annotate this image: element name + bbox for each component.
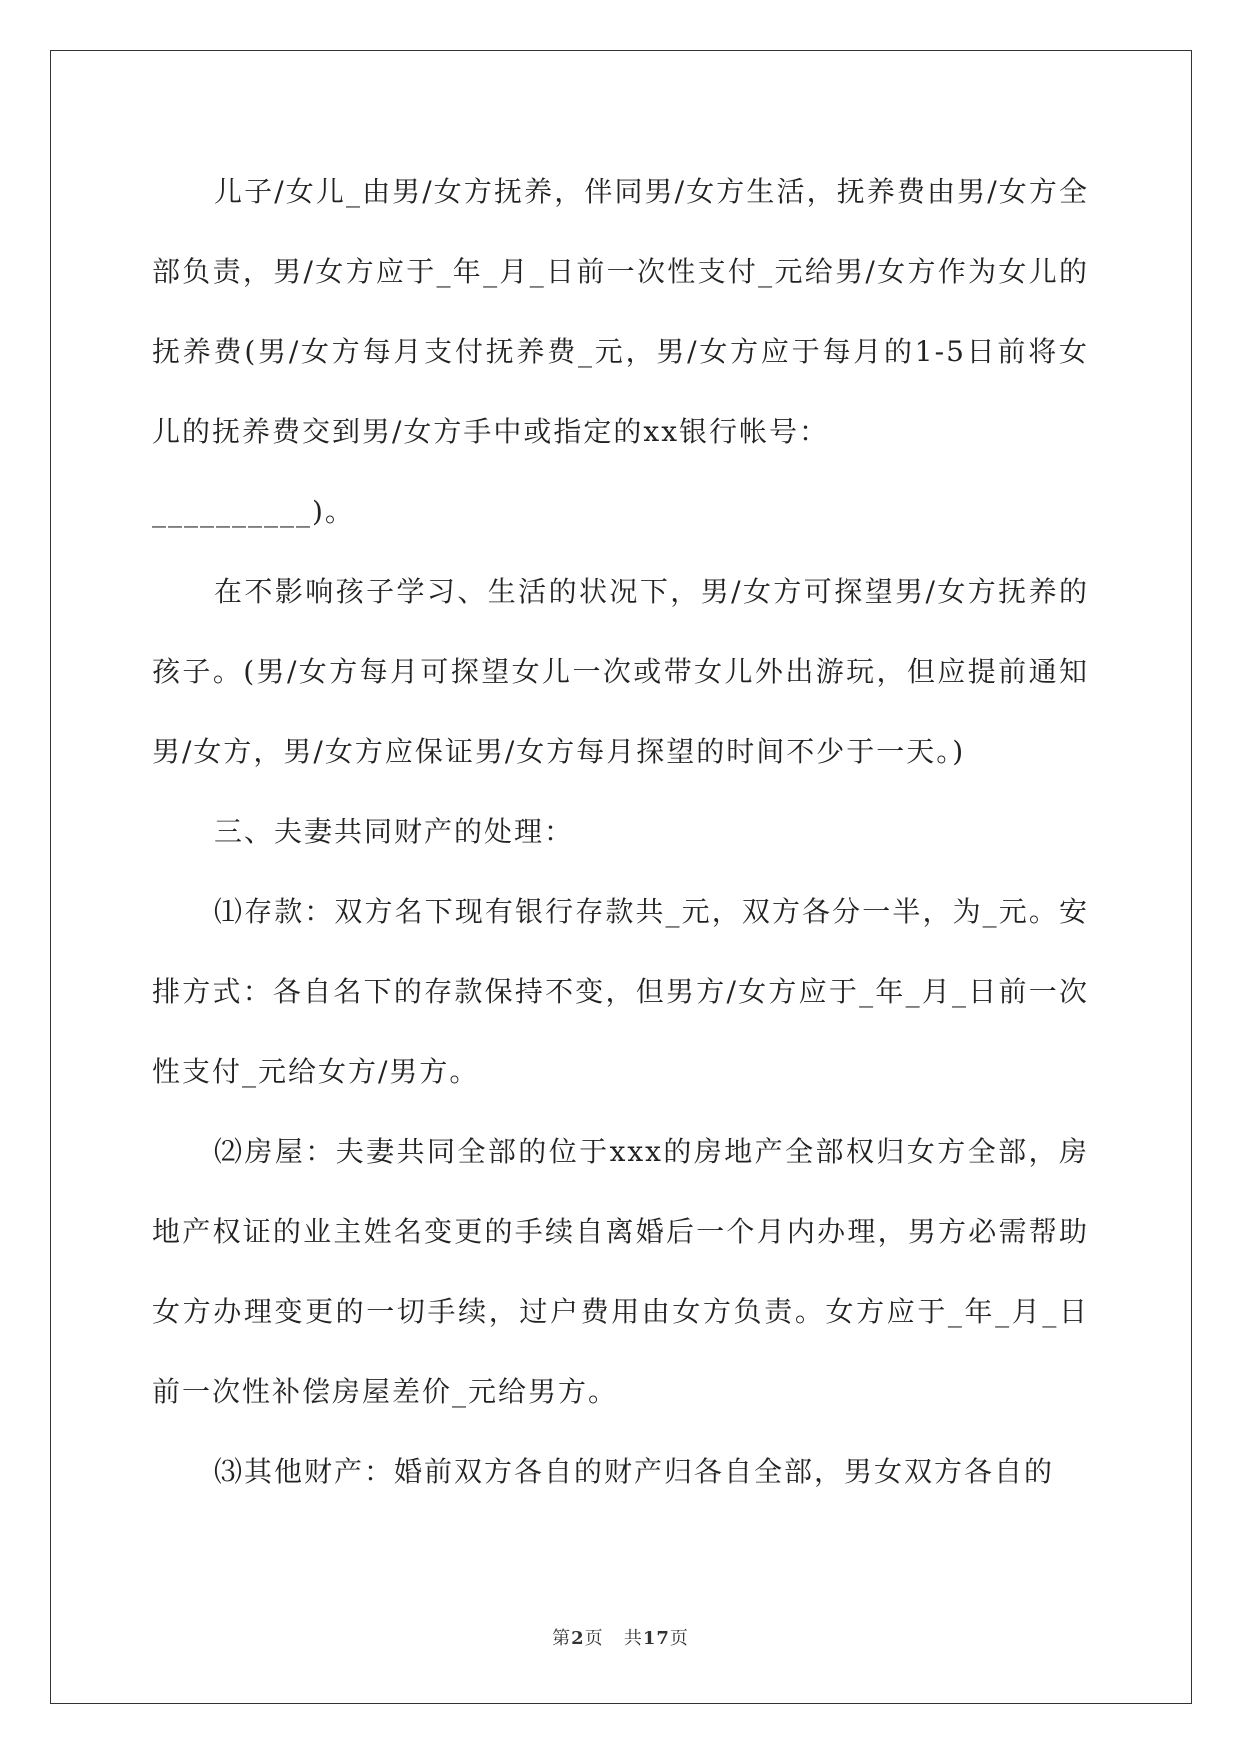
paragraph-account-blank: __________)。 [152,495,355,528]
footer-total-prefix: 共 [623,1628,643,1649]
footer-page-suffix: 页 [584,1628,604,1649]
footer-total-suffix: 页 [669,1628,689,1649]
page-footer [0,1624,1241,1650]
paragraph-house: ⑵房屋：夫妻共同全部的位于xxx的房地产全部权归女方全部，房地产权证的业主姓名变更的手续自离婚后一个月内办理，男方必需帮助女方办理变更的一切手续，过户费用由女方负责。女方应于_年_月_日前一次性补偿房屋差价_元给男方。 [152,1135,1089,1408]
footer-page-number: 2 [571,1628,585,1649]
footer-total-pages: 17 [642,1628,670,1649]
footer-prefix: 第 [552,1628,572,1649]
section-heading-property: 三、夫妻共同财产的处理： [214,815,575,848]
paragraph-deposits: ⑴存款：双方名下现有银行存款共_元，双方各分一半，为_元。安排方式：各自名下的存款保持不变，但男方/女方应于_年_月_日前一次性支付_元给女方/男方。 [152,895,1089,1088]
document-body [152,152,1089,1512]
paragraph-custody: 儿子/女儿_由男/女方抚养，伴同男/女方生活，抚养费由男/女方全部负责，男/女方应于_年_月_日前一次性支付_元给男/女方作为女儿的抚养费(男/女方每月支付抚养费_元，男/女方应于每月的1-5日前将女儿的抚养费交到男/女方手中或指定的xx银行帐号： [152,175,1089,448]
paragraph-visitation: 在不影响孩子学习、生活的状况下，男/女方可探望男/女方抚养的孩子。(男/女方每月可探望女儿一次或带女儿外出游玩，但应提前通知男/女方，男/女方应保证男/女方每月探望的时间不少于一天。) [152,575,1089,768]
paragraph-other-property: ⑶其他财产：婚前双方各自的财产归各自全部，男女双方各自的 [214,1455,1055,1488]
